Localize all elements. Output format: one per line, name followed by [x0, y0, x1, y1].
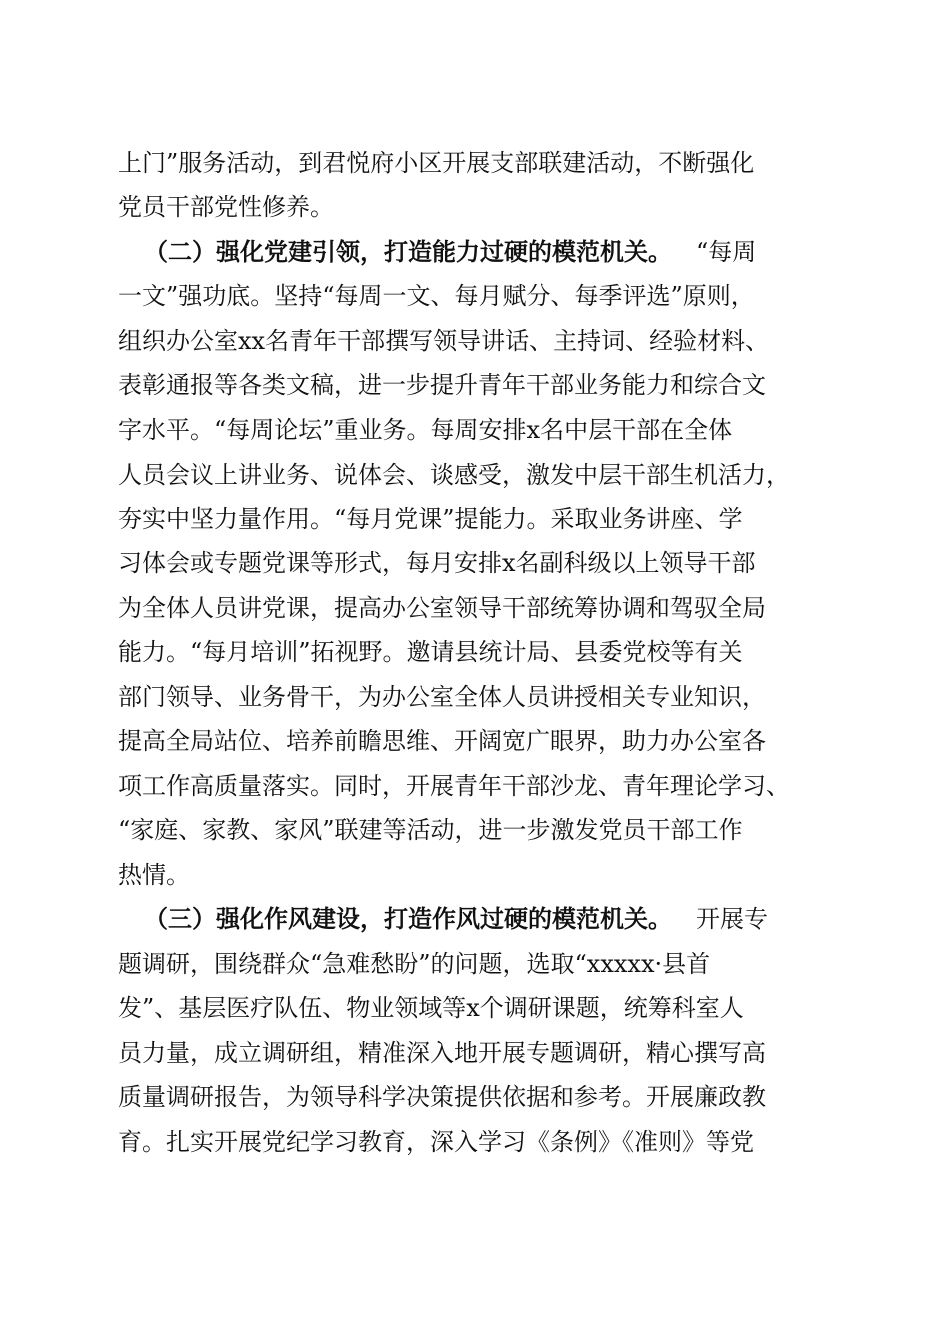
text-line — [0, 632, 950, 672]
text-segment: 为全体人员讲党课，提高办公室领导干部统筹协调和驾驭全局 — [118, 594, 766, 622]
text-segment: 开展专 — [696, 905, 768, 933]
section-heading-line — [0, 899, 950, 939]
text-segment: 能力。“每月培训”拓视野。邀请县统计局、县委党校等有关 — [118, 638, 743, 666]
text-segment: 组织办公室xx名青年干部撰写领导讲话、主持词、经验材料、 — [118, 327, 770, 355]
text-line — [0, 187, 950, 227]
text-segment: 题调研，围绕群众“急难愁盼”的问题，选取“xxxxx·县首 — [118, 950, 711, 978]
text-segment: “每周 — [696, 238, 757, 266]
text-line — [0, 410, 950, 450]
text-line — [0, 677, 950, 717]
text-segment: 热情。 — [118, 861, 190, 889]
text-line — [0, 499, 950, 539]
text-segment: 党员干部党性修养。 — [118, 193, 334, 221]
text-line — [0, 988, 950, 1028]
text-line — [0, 855, 950, 895]
text-segment: 一文”强功底。坚持“每周一文、每月赋分、每季评选”原则， — [118, 282, 755, 310]
text-line — [0, 1122, 950, 1162]
text-segment: 上门”服务活动，到君悦府小区开展支部联建活动，不断强化 — [118, 149, 755, 177]
text-segment: 表彰通报等各类文稿，进一步提升青年干部业务能力和综合文 — [118, 371, 766, 399]
text-segment: 部门领导、业务骨干，为办公室全体人员讲授相关专业知识， — [118, 683, 766, 711]
text-line — [0, 276, 950, 316]
text-segment: 提高全局站位、培养前瞻思维、开阔宽广眼界，助力办公室各 — [118, 727, 766, 755]
text-segment: 项工作高质量落实。同时，开展青年干部沙龙、青年理论学习、 — [118, 772, 790, 800]
section-heading: （二）强化党建引领，打造能力过硬的模范机关。 — [144, 237, 672, 266]
text-line — [0, 1033, 950, 1073]
text-line — [0, 455, 950, 495]
text-segment: 夯实中坚力量作用。“每月党课”提能力。采取业务讲座、学 — [118, 505, 743, 533]
text-line — [0, 321, 950, 361]
text-line — [0, 365, 950, 405]
text-segment: 质量调研报告，为领导科学决策提供依据和参考。开展廉政教 — [118, 1083, 766, 1111]
text-segment: “家庭、家教、家风”联建等活动，进一步激发党员干部工作 — [118, 816, 743, 844]
text-segment: 员力量，成立调研组，精准深入地开展专题调研，精心撰写高 — [118, 1039, 766, 1067]
text-line — [0, 143, 950, 183]
text-line — [0, 1077, 950, 1117]
section-heading-line — [0, 232, 950, 272]
text-segment: 习体会或专题党课等形式，每月安排x名副科级以上领导干部 — [118, 549, 756, 577]
text-line — [0, 543, 950, 583]
text-segment: 育。扎实开展党纪学习教育，深入学习《条例》《准则》等党 — [118, 1128, 754, 1156]
text-line — [0, 588, 950, 628]
section-heading: （三）强化作风建设，打造作风过硬的模范机关。 — [144, 904, 672, 933]
text-segment: 字水平。“每周论坛”重业务。每周安排x名中层干部在全体 — [118, 416, 733, 444]
text-line — [0, 721, 950, 761]
text-line — [0, 810, 950, 850]
text-segment: 发”、基层医疗队伍、物业领域等x个调研课题，统筹科室人 — [118, 994, 744, 1022]
text-line — [0, 944, 950, 984]
text-line — [0, 766, 950, 806]
text-segment: 人员会议上讲业务、说体会、谈感受，激发中层干部生机活力， — [118, 461, 790, 489]
